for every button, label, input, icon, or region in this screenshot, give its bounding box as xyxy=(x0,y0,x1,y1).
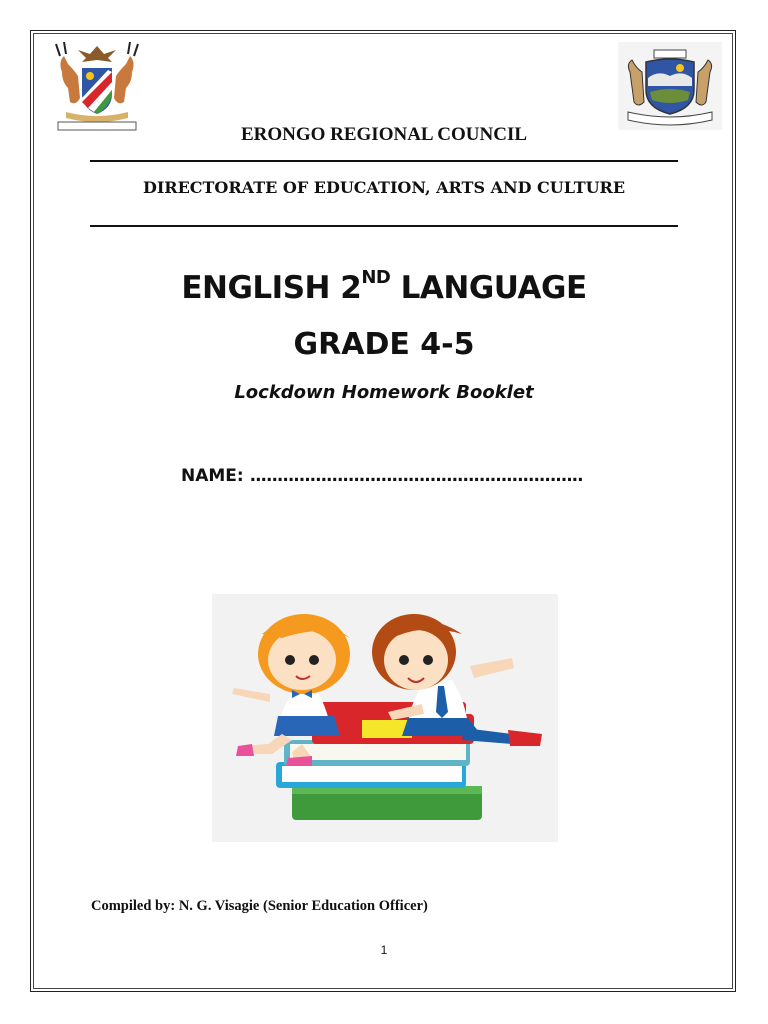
directorate-name: DIRECTORATE OF EDUCATION, ARTS AND CULTURE xyxy=(142,178,626,197)
booklet-subtitle: Lockdown Homework Booklet xyxy=(234,382,534,403)
header-divider-bottom xyxy=(90,225,678,227)
page-number: 1 xyxy=(380,943,388,957)
subject-title xyxy=(0,266,768,306)
name-label: NAME: xyxy=(181,466,250,486)
subject-title-superscript: ND xyxy=(361,266,391,288)
subject-title-main: ENGLISH 2 xyxy=(181,270,362,306)
compiled-by-credit: Compiled by: N. G. Visagie (Senior Education Officer) xyxy=(91,898,428,914)
page-border-inner xyxy=(33,33,733,989)
erongo-regional-council-crest-icon xyxy=(618,42,722,130)
namibia-coat-of-arms-icon xyxy=(48,42,146,132)
header-divider-top xyxy=(90,160,678,162)
name-blank-line[interactable]: ............................................................. xyxy=(249,466,583,486)
council-name: ERONGO REGIONAL COUNCIL xyxy=(240,124,528,145)
subject-title-tail: LANGUAGE xyxy=(390,270,587,306)
children-sitting-on-books-illustration xyxy=(212,594,558,842)
grade-title: GRADE 4-5 xyxy=(293,327,475,362)
name-field[interactable] xyxy=(181,466,583,486)
